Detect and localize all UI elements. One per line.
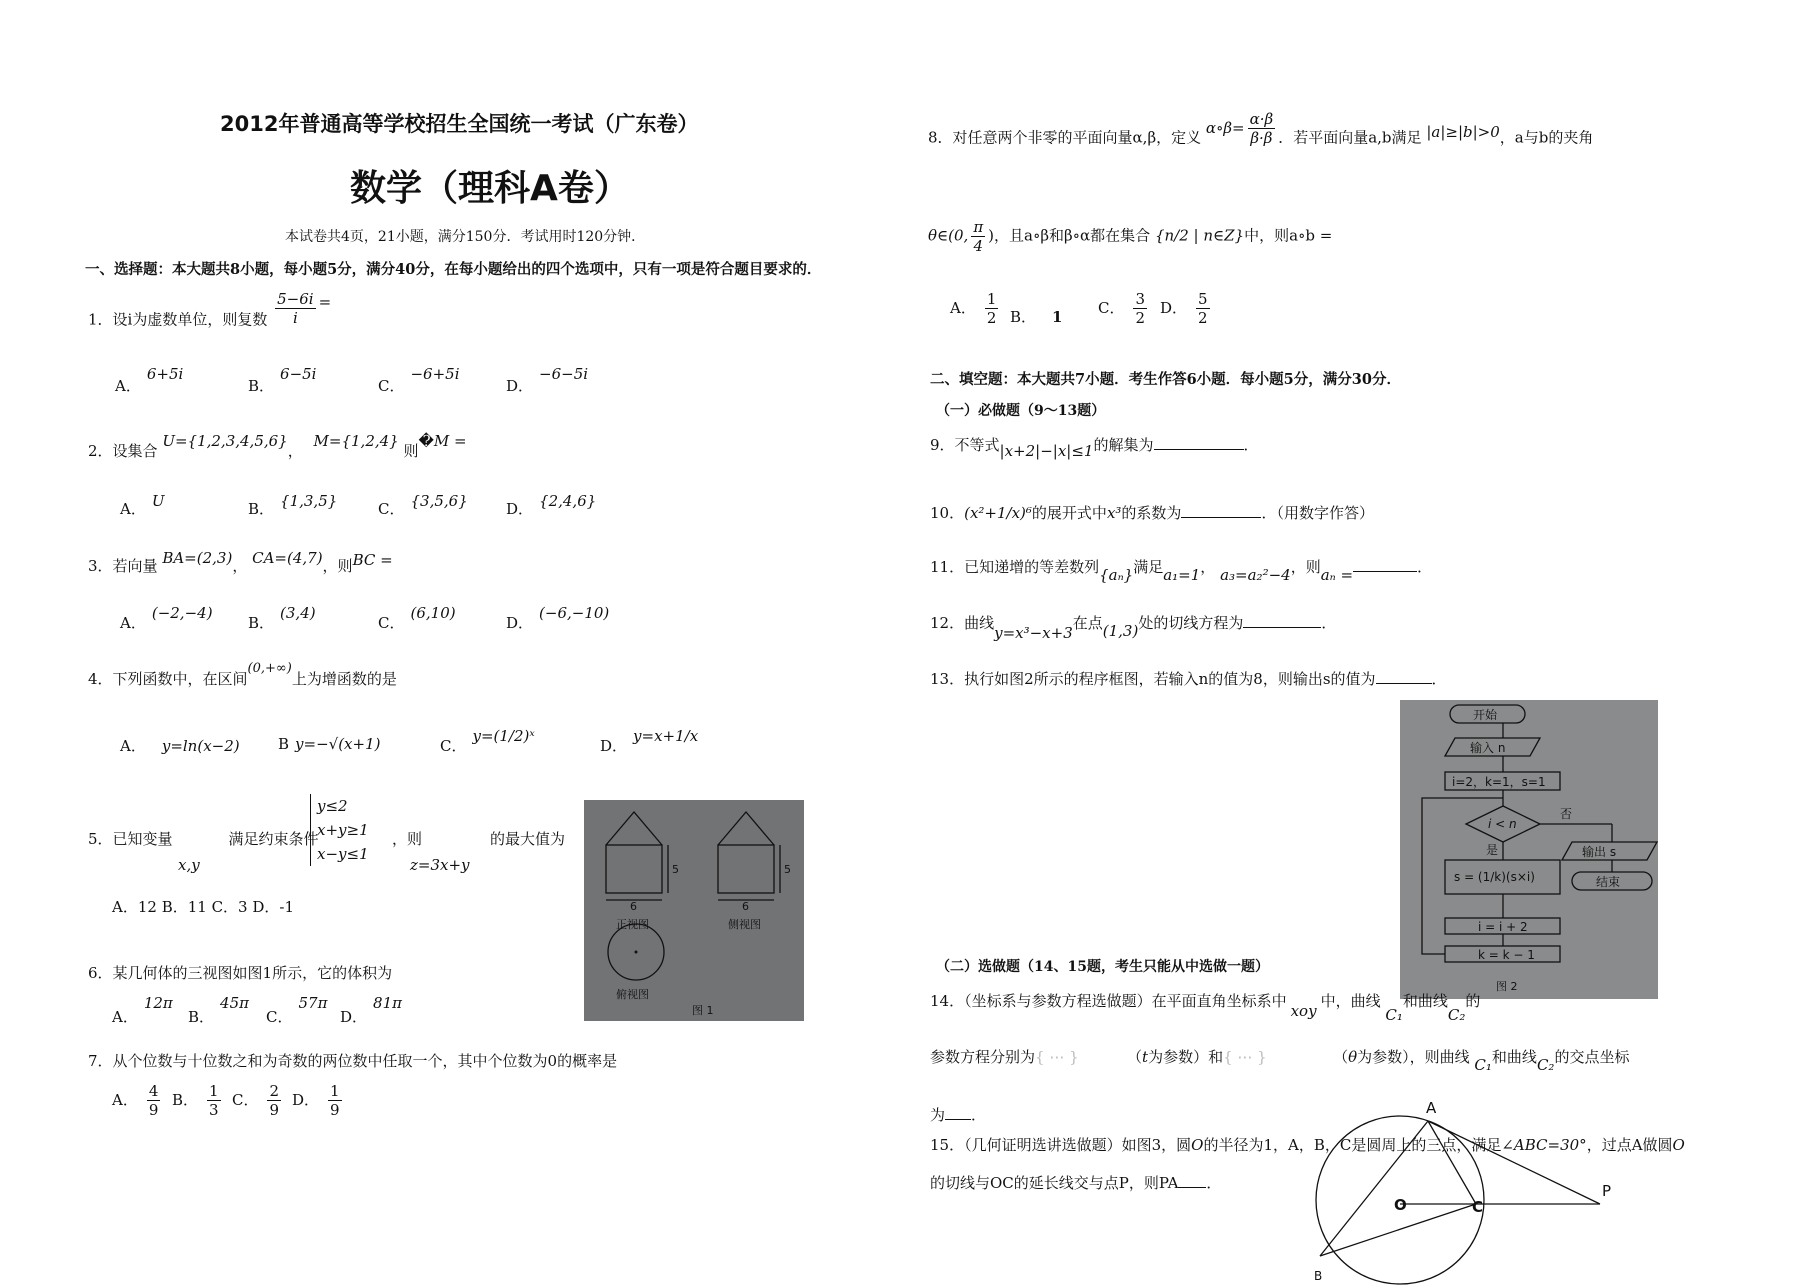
top-view-label: 俯视图	[616, 988, 649, 1001]
point-a-label: A	[1426, 1099, 1437, 1117]
side-height-label: 5	[784, 863, 791, 876]
flow-start: 开始	[1473, 708, 1498, 722]
q1-option-d: D．−6−5i	[506, 365, 589, 395]
question-2: 2．设集合 U={1,2,3,4,5,6}， M={1,2,4} 则�M =	[88, 432, 467, 460]
section-2a-heading: （一）必做题（9～13题）	[936, 403, 1106, 419]
flow-yes: 是	[1486, 843, 1499, 857]
q6-option-d: D．81π	[340, 994, 402, 1026]
q5-constraints: y≤2 x+y≥1 x−y≤1	[310, 794, 369, 866]
figure-2-flowchart	[1400, 700, 1658, 999]
flow-update-k: k = k − 1	[1478, 948, 1535, 962]
question-3: 3．若向量 BA=(2,3)， CA=(4,7)，则BC =	[88, 549, 393, 575]
q7-option-b: B． $\frac{1}{3}$	[172, 1082, 219, 1119]
question-4: 4．下列函数中，在区间(0,+∞)上为增函数的是	[88, 661, 397, 688]
question-6: 6．某几何体的三视图如图1所示，它的体积为	[88, 964, 393, 982]
question-11: 11．已知递增的等差数列{aₙ}满足a₁=1， a₃=a₂²−4，则aₙ = ．	[930, 558, 1433, 584]
q4-option-b: B y=−√(x+1)	[278, 735, 381, 753]
q6-option-a: A．12π	[112, 994, 173, 1026]
q6-option-b: B．45π	[188, 994, 249, 1026]
q5-vars: x,y	[178, 856, 200, 874]
point-c-label: C	[1472, 1198, 1484, 1216]
q5-tail: ，则	[392, 830, 423, 848]
q7-option-c: C． $\frac{2}{9}$	[232, 1082, 280, 1119]
figure-1-drawing	[584, 800, 804, 1021]
q2-option-a: A． U	[120, 492, 165, 518]
exam-intro: 本试卷共4页，21小题，满分150分．考试用时120分钟．	[285, 229, 646, 245]
flow-end: 结束	[1596, 875, 1621, 889]
question-14-line3: 为 ．	[930, 1106, 987, 1124]
q8-option-c: C． $\frac{3}{2}$	[1098, 290, 1146, 327]
question-9: 9．不等式|x+2|−|x|≤1的解集为 ．	[930, 436, 1259, 460]
q1-option-a: A．6+5i	[115, 365, 184, 395]
q5-options: A．12 B．11 C．3 D．-1	[112, 898, 294, 916]
flow-condition: i < n	[1488, 817, 1517, 831]
question-10: 10．(x²+1/x)⁶的展开式中x³的系数为 ．（用数字作答）	[930, 504, 1374, 522]
front-view-label: 正视图	[616, 918, 649, 931]
figure-3-circle-diagram	[1300, 1096, 1620, 1286]
figure-1	[584, 800, 804, 1021]
exam-subtitle: 数学（理科A卷）	[350, 168, 630, 209]
q1-option-c: C．−6+5i	[378, 365, 460, 395]
q8-option-a: A． $\frac{1}{2}$	[950, 290, 997, 327]
flow-no: 否	[1560, 807, 1573, 821]
front-height-label: 5	[672, 863, 679, 876]
point-o-label: O	[1394, 1196, 1407, 1214]
q1-fraction: $\frac{5-6i}{i}$	[277, 290, 314, 327]
q7-option-d: D． $\frac{1}{9}$	[292, 1082, 340, 1119]
q4-option-a: A． y=ln(x−2)	[120, 737, 240, 755]
q3-option-a: A．(−2,−4)	[120, 604, 213, 632]
q3-option-b: B．(3,4)	[248, 604, 316, 632]
q8-option-b: B． 1	[1010, 308, 1063, 326]
flow-input: 输入 n	[1470, 741, 1506, 755]
question-8: 8．对任意两个非零的平面向量α,β，定义 α∘β= $\frac{\alpha\cdot\beta}{\beta\cdot\beta}$ ．若平面向量a,b满足 |a|≥|b|>0，a与b的夹角	[928, 110, 1594, 147]
section-2b-heading: （二）选做题（14、15题，考生只能从中选做一题）	[936, 959, 1269, 975]
question-1: 1．设i为虚数单位，则复数 $\frac{5-6i}{i}$ =	[88, 290, 332, 329]
question-5: 5．已知变量 满足约束条件	[88, 830, 319, 848]
question-8-line2: θ∈(0, $\frac{\pi}{4}$ )，且a∘β和β∘α都在集合 {n/2 | n∈Z}中，则a∘b =	[928, 218, 1333, 255]
question-14: 14．（坐标系与参数方程选做题）在平面直角坐标系中xoy中，曲线 C₁和曲线C₂的	[930, 992, 1481, 1024]
q2-option-b: B． {1,3,5}	[248, 492, 338, 518]
q2-option-c: C． {3,5,6}	[378, 492, 468, 518]
exam-title: 2012年普通高等学校招生全国统一考试（广东卷）	[220, 112, 699, 136]
q5-objective: z=3x+y	[410, 856, 470, 874]
flowchart-drawing	[1400, 700, 1658, 999]
flow-init: i=2，k=1，s=1	[1452, 775, 1546, 789]
flow-update-s: s = (1/k)(s×i)	[1454, 870, 1535, 884]
q2-option-d: D． {2,4,6}	[506, 492, 597, 518]
question-7: 7．从个位数与十位数之和为奇数的两位数中任取一个，其中个位数为0的概率是	[88, 1052, 618, 1070]
flow-update-i: i = i + 2	[1478, 920, 1528, 934]
question-14-line2: 参数方程分别为{ ⋯ } （t为参数）和{ ⋯ } （θ为参数），则曲线 C₁和曲线C₂的交点坐标	[930, 1048, 1630, 1074]
figure-2-caption: 图 2	[1496, 980, 1518, 993]
flow-output: 输出 s	[1582, 845, 1617, 859]
q7-option-a: A． $\frac{4}{9}$	[112, 1082, 159, 1119]
section-1-heading: 一、选择题：本大题共8小题，每小题5分，满分40分，在每小题给出的四个选项中，只有一项是符合题目要求的．	[85, 261, 822, 278]
point-b-label: B	[1314, 1269, 1323, 1283]
question-15-line2: 的切线与OC的延长线交与点P，则PA ．	[930, 1174, 1222, 1192]
q3-option-d: D．(−6,−10)	[506, 604, 610, 632]
side-view-label: 侧视图	[728, 918, 761, 931]
q4-option-d: D．y=x+1/x	[600, 727, 699, 755]
q6-option-c: C．57π	[266, 994, 328, 1026]
figure-1-caption: 图 1	[692, 1004, 714, 1017]
section-2-heading: 二、填空题：本大题共7小题．考生作答6小题．每小题5分，满分30分．	[930, 371, 1401, 388]
point-p-label: P	[1602, 1182, 1612, 1200]
q3-option-c: C．(6,10)	[378, 604, 456, 632]
side-width-label: 6	[742, 900, 749, 913]
q4-option-c: C．y=(1/2)ˣ	[440, 727, 535, 755]
q1-option-b: B．6−5i	[248, 365, 317, 395]
question-12: 12．曲线y=x³−x+3在点(1,3)处的切线方程为 ．	[930, 614, 1337, 642]
q5-end: 的最大值为	[490, 830, 566, 848]
q8-option-d: D． $\frac{5}{2}$	[1160, 290, 1208, 327]
question-15: 15．（几何证明选讲选做题）如图3，圆O的半径为1，A，B，C是圆周上的三点，满足∠ABC=30°，过点A做圆O	[930, 1136, 1685, 1154]
front-width-label: 6	[630, 900, 637, 913]
question-13: 13．执行如图2所示的程序框图，若输入n的值为8，则输出s的值为 ．	[930, 670, 1447, 688]
